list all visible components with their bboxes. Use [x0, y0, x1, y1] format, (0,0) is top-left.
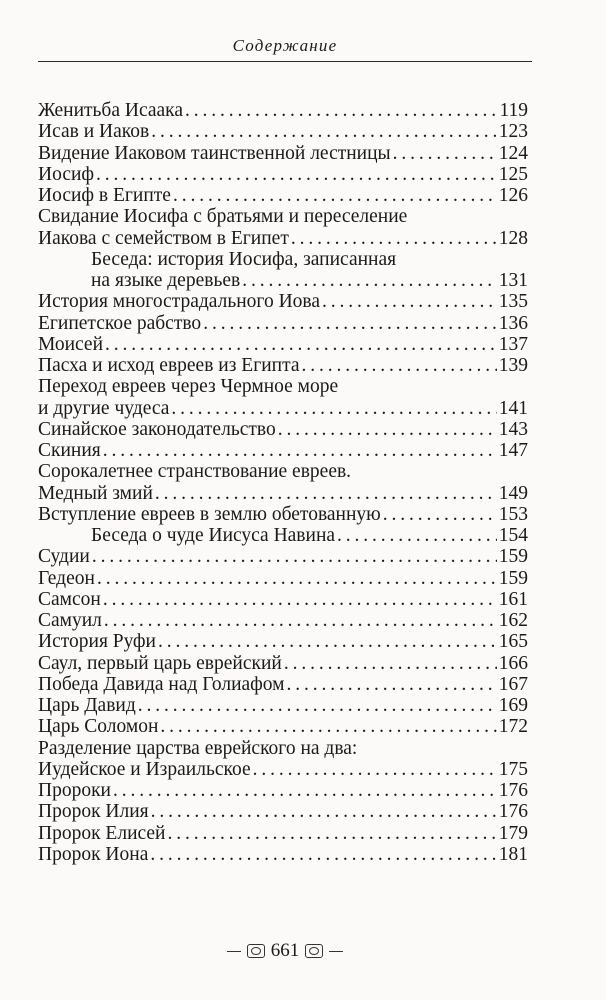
toc-entry — [38, 674, 528, 695]
toc-entry — [38, 100, 528, 121]
dot-leader — [151, 801, 497, 822]
ornament-right-icon — [305, 944, 323, 958]
dot-leader — [173, 185, 497, 206]
toc-entry-title: Синайское законодательство — [38, 418, 276, 440]
toc-entry-title: Самсон — [38, 588, 101, 610]
toc-entry-title: Переход евреев через Чермное море — [38, 376, 339, 398]
dot-leader — [287, 674, 497, 695]
dot-leader — [393, 143, 497, 164]
toc-entry — [38, 780, 528, 801]
toc-entry — [38, 419, 528, 440]
toc-entry — [38, 695, 528, 716]
toc-entry-page: 159 — [498, 567, 528, 589]
toc-entry — [38, 483, 528, 504]
toc-entry-title: Победа Давида над Голиафом — [38, 673, 285, 695]
toc-entry-page: 135 — [498, 291, 528, 313]
toc-entry-title: Сорокалетнее странствование евреев. — [38, 461, 352, 483]
toc-entry — [38, 291, 528, 312]
toc-entry — [38, 568, 528, 589]
toc-entry — [38, 249, 528, 270]
dot-leader — [291, 228, 497, 249]
toc-entry-page: 139 — [498, 355, 528, 376]
toc-entry — [38, 823, 528, 844]
toc-entry-title: Иакова с семейством в Египет — [38, 227, 289, 249]
toc-entry-title: Судии — [38, 546, 90, 568]
toc-entry — [38, 313, 528, 334]
page-footer — [0, 940, 570, 962]
footer-dash-left — [227, 951, 241, 952]
page-number: 661 — [270, 940, 300, 961]
toc-entry — [38, 185, 528, 206]
toc-entry-page: 137 — [498, 333, 528, 355]
toc-entry-page: 175 — [498, 758, 528, 780]
toc-entry-page: 153 — [498, 503, 528, 525]
dot-leader — [242, 270, 497, 291]
toc-entry — [38, 121, 528, 142]
toc-entry-title: Пророк Елисей — [38, 822, 166, 844]
toc-entry — [38, 398, 528, 419]
toc-entry-title: Царь Давид — [38, 695, 136, 716]
toc-entry — [38, 716, 528, 737]
toc-entry-page: 119 — [499, 100, 528, 121]
toc-entry-page: 176 — [498, 801, 528, 823]
dot-leader — [151, 121, 497, 142]
dot-leader — [113, 780, 497, 801]
toc-entry — [38, 228, 528, 249]
dot-leader — [155, 483, 497, 504]
toc-entry-title: Гедеон — [38, 567, 95, 589]
toc-entry-page: 147 — [498, 440, 528, 461]
dot-leader — [92, 546, 497, 567]
dot-leader — [322, 291, 497, 312]
footer-dash-right — [329, 951, 343, 952]
dot-leader — [168, 823, 497, 844]
toc-entry — [38, 504, 528, 525]
ornament-left-icon — [247, 944, 265, 958]
toc-entry-title: Вступление евреев в землю обетованную — [38, 503, 381, 525]
toc-entry-title: Иосиф в Египте — [38, 185, 171, 206]
toc-entry — [38, 631, 528, 652]
dot-leader — [171, 398, 496, 419]
dot-leader — [103, 440, 497, 461]
toc-entry — [38, 143, 528, 164]
toc-entry-title: Женитьба Исаака — [38, 100, 183, 121]
toc-entry-title: Исав и Иаков — [38, 121, 150, 143]
dot-leader — [383, 504, 497, 525]
toc-entry — [38, 546, 528, 567]
toc-entry-page: 125 — [498, 163, 528, 185]
toc-entry — [38, 440, 528, 461]
dot-leader — [302, 355, 497, 376]
toc-entry-title: Разделение царства еврейского на два: — [38, 737, 358, 759]
toc-entry-title: История Руфи — [38, 631, 156, 653]
toc-entry-title: Царь Соломон — [38, 716, 159, 738]
toc-entry-title: на языке деревьев — [91, 270, 241, 291]
toc-entry-title: Египетское рабство — [38, 312, 202, 334]
toc-entry-title: Саул, первый царь еврейский — [38, 652, 282, 674]
toc-entry — [38, 461, 528, 482]
dot-leader — [104, 610, 497, 631]
toc-entry-page: 143 — [498, 418, 528, 440]
toc-entry — [38, 164, 528, 185]
toc-entry — [38, 589, 528, 610]
running-header-title: Содержание — [232, 36, 338, 55]
toc-entry-page: 169 — [498, 695, 528, 716]
toc-entry-page: 166 — [498, 652, 528, 674]
toc-entry-title: Пророк Илия — [38, 801, 149, 823]
toc-entry — [38, 525, 528, 546]
toc-entry-page: 131 — [498, 270, 528, 291]
toc-entry — [38, 844, 528, 865]
toc-entry-title: Скиния — [38, 440, 101, 461]
toc-entry-title: Моисей — [38, 333, 104, 355]
dot-leader — [160, 716, 496, 737]
dot-leader — [203, 313, 497, 334]
toc-entry-title: История многострадального Иова — [38, 291, 321, 313]
toc-entry-page: 176 — [498, 780, 528, 801]
dot-leader — [158, 631, 497, 652]
toc-entry-page: 165 — [498, 631, 528, 653]
toc-entry-page: 128 — [498, 227, 528, 249]
dot-leader — [103, 589, 497, 610]
toc-entry-title: Беседа: история Иосифа, записанная — [91, 248, 397, 270]
toc-entry-title: Иудейское и Израильское — [38, 758, 251, 780]
toc-entry — [38, 653, 528, 674]
dot-leader — [284, 653, 497, 674]
table-of-contents — [38, 100, 528, 865]
toc-entry — [38, 206, 528, 227]
toc-entry-title: Видение Иаковом таинственной лестницы — [38, 142, 391, 164]
toc-entry-title: и другие чудеса — [38, 397, 170, 419]
toc-entry — [38, 610, 528, 631]
toc-entry-page: 149 — [498, 482, 528, 504]
toc-entry-page: 154 — [498, 525, 528, 546]
toc-entry-page: 161 — [498, 588, 528, 610]
toc-entry-title: Пасха и исход евреев из Египта — [38, 355, 300, 376]
toc-entry-page: 179 — [498, 822, 528, 844]
toc-entry-title: Беседа о чуде Иисуса Навина — [91, 525, 336, 546]
toc-entry-page: 126 — [498, 185, 528, 206]
toc-entry-page: 167 — [498, 673, 528, 695]
toc-entry-page: 172 — [498, 716, 528, 738]
toc-entry-page: 136 — [498, 312, 528, 334]
toc-entry-page: 123 — [498, 121, 528, 143]
toc-entry-page: 162 — [498, 610, 528, 631]
toc-entry-title: Иосиф — [38, 163, 95, 185]
toc-entry-page: 141 — [498, 397, 528, 419]
toc-entry-page: 159 — [498, 546, 528, 568]
header-rule — [38, 61, 532, 62]
dot-leader — [337, 525, 497, 546]
toc-entry-title: Свидание Иосифа с братьями и переселение — [38, 206, 408, 228]
dot-leader — [253, 759, 497, 780]
dot-leader — [96, 164, 497, 185]
toc-entry — [38, 738, 528, 759]
dot-leader — [97, 568, 497, 589]
toc-entry-title: Медный змий — [38, 482, 153, 504]
toc-entry — [38, 376, 528, 397]
toc-entry — [38, 759, 528, 780]
toc-entry-title: Пророки — [38, 780, 111, 801]
toc-entry — [38, 270, 528, 291]
dot-leader — [150, 844, 496, 865]
dot-leader — [138, 695, 497, 716]
dot-leader — [278, 419, 497, 440]
dot-leader — [105, 334, 497, 355]
dot-leader — [185, 100, 497, 121]
toc-entry — [38, 801, 528, 822]
toc-entry — [38, 355, 528, 376]
toc-entry-title: Самуил — [38, 610, 102, 631]
toc-entry-title: Пророк Иона — [38, 843, 149, 865]
toc-entry-page: 181 — [498, 843, 528, 865]
toc-entry-page: 124 — [498, 142, 528, 164]
toc-entry — [38, 334, 528, 355]
